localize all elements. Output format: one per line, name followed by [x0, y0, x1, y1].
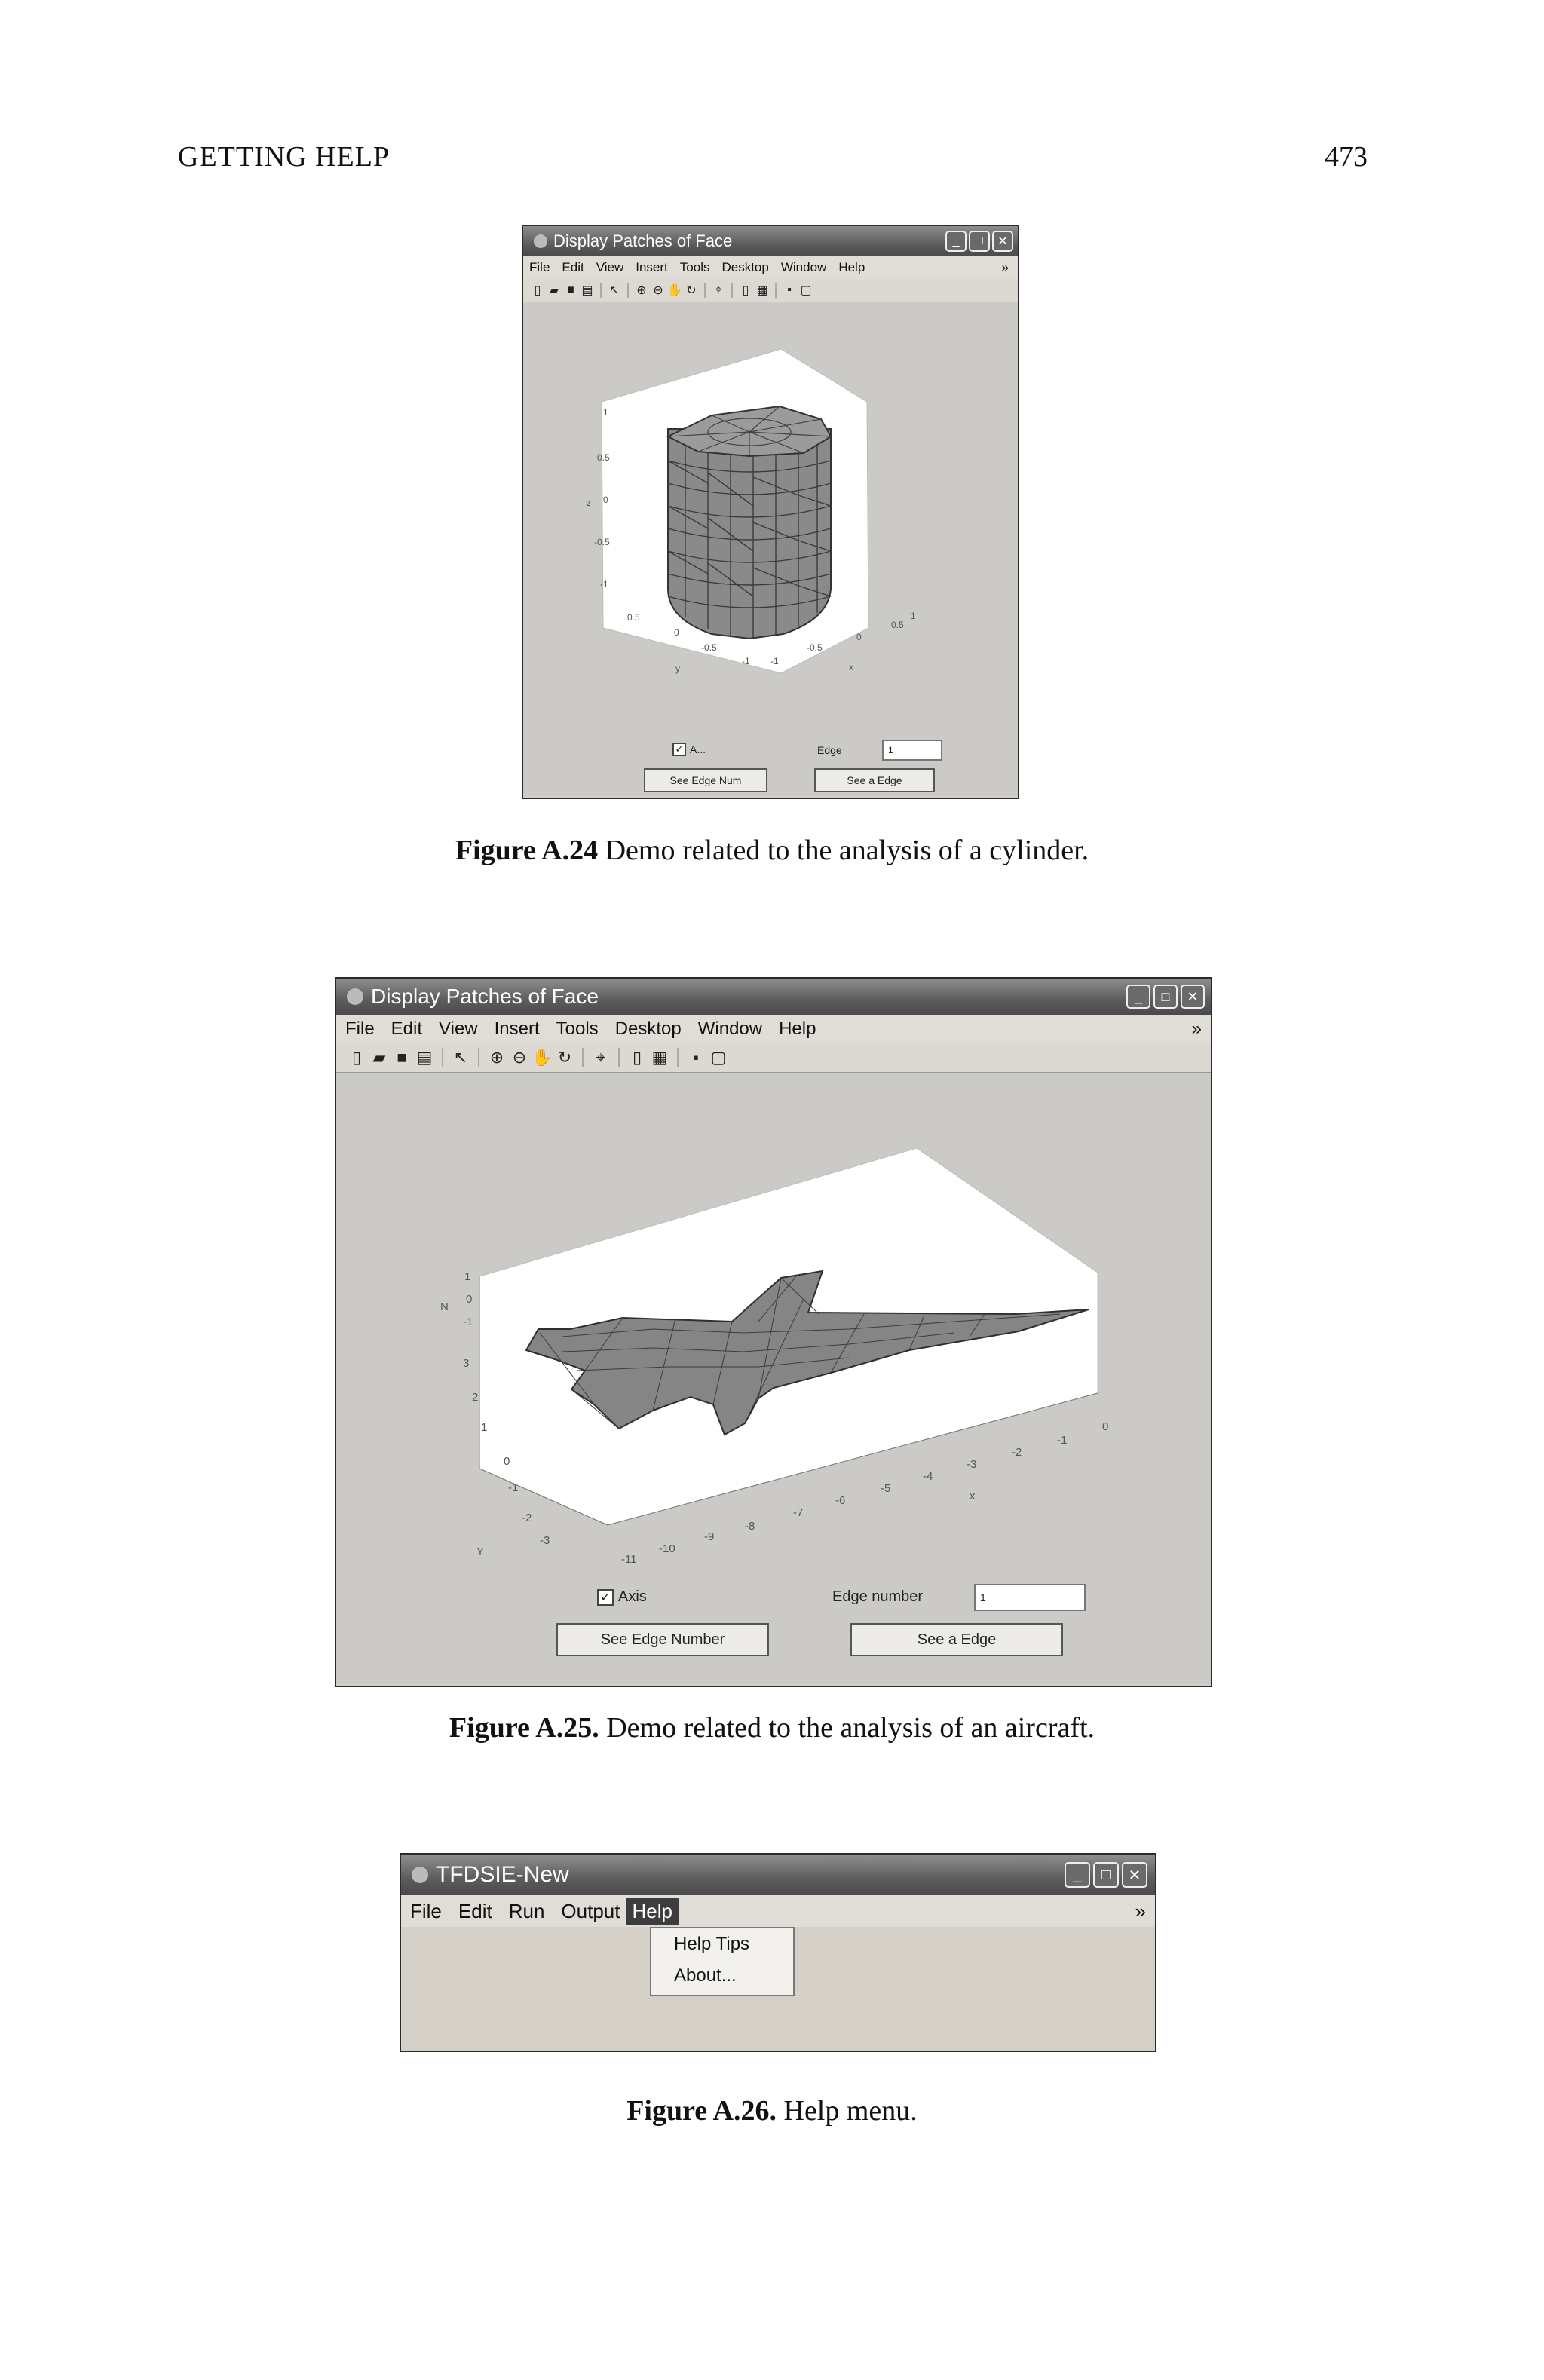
minimize-icon[interactable]: _: [945, 231, 967, 252]
x-tick: -0.5: [807, 642, 823, 653]
plot-area: [336, 1073, 1211, 1684]
menu-desktop[interactable]: Desktop: [721, 260, 769, 274]
y-axis-label: y: [676, 663, 680, 674]
arrow-pointer-icon[interactable]: ↖: [609, 284, 620, 297]
caption-label: Figure A.24: [455, 835, 599, 866]
maximize-icon[interactable]: □: [1153, 985, 1178, 1009]
close-icon[interactable]: ✕: [1181, 985, 1205, 1009]
z-tick: -0.5: [594, 537, 610, 547]
menu-help[interactable]: Help: [838, 260, 865, 274]
x-tick: -1: [742, 656, 750, 666]
title-bar: [401, 1855, 1155, 1895]
y-tick: 1: [481, 1421, 488, 1434]
figure-a26-window: [400, 1853, 1156, 2052]
maximize-icon[interactable]: □: [969, 231, 990, 252]
menu-bar: [523, 256, 1018, 279]
zoom-in-icon[interactable]: ⊕: [489, 1048, 504, 1067]
zoom-out-icon[interactable]: ⊖: [512, 1048, 527, 1067]
menu-file[interactable]: File: [410, 1899, 442, 1922]
open-icon[interactable]: ▰: [372, 1048, 386, 1067]
pan-hand-icon[interactable]: ✋: [532, 1048, 553, 1067]
axis-checkbox-label: Axis: [618, 1588, 647, 1605]
checkbox-checked-icon[interactable]: ✓: [672, 743, 686, 756]
x-tick: -7: [793, 1506, 804, 1519]
x-tick: -1: [1057, 1434, 1068, 1447]
new-file-icon[interactable]: ▯: [351, 1048, 362, 1067]
minimize-icon[interactable]: _: [1126, 985, 1150, 1009]
checkbox-checked-icon[interactable]: ✓: [597, 1589, 614, 1606]
z-tick: 0: [466, 1293, 473, 1306]
y-tick: 3: [463, 1357, 470, 1370]
see-a-edge-button[interactable]: See a Edge: [814, 768, 935, 792]
z-tick: -1: [600, 579, 608, 590]
colorbar-icon[interactable]: ▯: [742, 284, 749, 297]
edge-label: Edge number: [832, 1588, 924, 1605]
menu-tools[interactable]: Tools: [556, 1018, 599, 1039]
x-tick: -3: [967, 1458, 977, 1471]
y-tick: 2: [472, 1391, 479, 1404]
zoom-out-icon[interactable]: ⊖: [653, 284, 663, 297]
hide-plot-tools-icon[interactable]: ▪: [693, 1048, 699, 1067]
edge-label: Edge: [817, 744, 842, 756]
edge-number-input[interactable]: 1: [974, 1584, 1086, 1611]
x-tick: -0.5: [701, 642, 717, 653]
figure-toolbar: [336, 1043, 1211, 1073]
x-tick: 0: [674, 627, 679, 638]
pan-hand-icon[interactable]: ✋: [667, 284, 682, 297]
x-tick: -6: [835, 1494, 846, 1507]
figure-toolbar: [523, 279, 1018, 302]
page-number: 473: [1325, 141, 1368, 173]
menu-window[interactable]: Window: [780, 260, 827, 274]
x-tick: -9: [704, 1530, 715, 1543]
caption-label: Figure A.25.: [449, 1712, 599, 1744]
menu-overflow-icon[interactable]: »: [1001, 260, 1009, 274]
menu-bar: [336, 1015, 1211, 1043]
see-edge-number-button[interactable]: See Edge Num: [644, 768, 767, 792]
z-tick: 1: [603, 407, 608, 418]
close-icon[interactable]: ✕: [992, 231, 1013, 252]
minimize-icon[interactable]: _: [1065, 1862, 1090, 1888]
figure-a24-window: [522, 225, 1019, 799]
menu-edit[interactable]: Edit: [562, 260, 584, 274]
menu-run[interactable]: Run: [508, 1899, 545, 1922]
legend-icon[interactable]: ▦: [756, 284, 768, 297]
menu-view[interactable]: View: [439, 1018, 478, 1039]
colorbar-icon[interactable]: ▯: [632, 1048, 642, 1067]
plot-area: [523, 302, 1018, 796]
print-icon[interactable]: ▤: [581, 284, 593, 297]
title-bar: [336, 979, 1211, 1015]
x-tick: -8: [745, 1520, 755, 1533]
close-icon[interactable]: ✕: [1122, 1862, 1147, 1888]
menu-window[interactable]: Window: [697, 1018, 763, 1039]
save-icon[interactable]: ■: [397, 1048, 407, 1067]
matlab-app-icon: [412, 1867, 428, 1883]
menu-help[interactable]: Help: [779, 1018, 816, 1039]
axis-checkbox-label: A...: [690, 743, 706, 755]
x-tick: 0: [856, 632, 862, 642]
x-tick: 0.5: [627, 612, 640, 623]
x-tick: -4: [923, 1470, 933, 1483]
save-icon[interactable]: ■: [567, 283, 574, 296]
caption-text: Help menu.: [777, 2095, 918, 2127]
show-plot-tools-icon[interactable]: ▢: [710, 1048, 727, 1067]
see-a-edge-button[interactable]: See a Edge: [850, 1623, 1063, 1656]
y-tick: -2: [522, 1512, 532, 1524]
matlab-app-icon: [347, 988, 363, 1005]
maximize-icon[interactable]: □: [1093, 1862, 1119, 1888]
z-tick: 1: [464, 1270, 471, 1283]
caption-text: Demo related to the analysis of an aircraft.: [599, 1712, 1095, 1744]
zoom-in-icon[interactable]: ⊕: [636, 284, 647, 297]
new-file-icon[interactable]: ▯: [534, 284, 541, 297]
x-tick: 0.5: [891, 620, 904, 630]
axis-checkbox[interactable]: [672, 743, 706, 756]
menu-item-help-tips[interactable]: Help Tips: [674, 1934, 750, 1954]
menu-overflow-icon[interactable]: »: [1135, 1899, 1146, 1922]
x-axis-label: x: [849, 662, 853, 672]
menu-insert[interactable]: Insert: [636, 260, 668, 274]
data-cursor-icon[interactable]: ⌖: [596, 1048, 606, 1067]
window-title: Display Patches of Face: [553, 231, 733, 250]
menu-bar: [401, 1895, 1155, 1927]
menu-item-about[interactable]: About...: [674, 1965, 737, 1986]
z-axis-label: N: [440, 1300, 449, 1313]
menu-desktop[interactable]: Desktop: [614, 1018, 682, 1039]
caption-label: Figure A.26.: [626, 2095, 777, 2127]
menu-output[interactable]: Output: [561, 1899, 620, 1922]
edge-number-input[interactable]: 1: [882, 740, 942, 761]
menu-file[interactable]: File: [529, 260, 550, 274]
axis-checkbox[interactable]: [597, 1588, 647, 1606]
figure-a26-caption: [0, 2094, 1544, 2127]
z-tick: -1: [463, 1316, 473, 1328]
caption-text: Demo related to the analysis of a cylinder.: [598, 835, 1089, 866]
hide-plot-tools-icon[interactable]: ▪: [787, 283, 792, 296]
figure-a25-caption: [0, 1711, 1544, 1744]
x-tick: -10: [659, 1542, 676, 1555]
z-tick: 0.5: [597, 452, 610, 463]
figure-a25-window: [335, 977, 1212, 1687]
rotate-3d-icon[interactable]: ↻: [686, 284, 697, 297]
menu-edit[interactable]: Edit: [391, 1018, 423, 1039]
menu-file[interactable]: File: [345, 1018, 375, 1039]
menu-help[interactable]: Help: [626, 1898, 678, 1925]
data-cursor-icon[interactable]: ⌖: [715, 283, 722, 296]
y-tick: -3: [540, 1534, 550, 1547]
show-plot-tools-icon[interactable]: ▢: [800, 284, 812, 297]
window-title: TFDSIE-New: [436, 1862, 569, 1887]
y-tick: -1: [508, 1481, 519, 1494]
z-axis-label: z: [587, 498, 591, 508]
open-icon[interactable]: ▰: [549, 284, 559, 297]
window-title: Display Patches of Face: [371, 985, 599, 1008]
running-head-title: GETTING HELP: [178, 141, 391, 173]
title-bar: [523, 226, 1018, 256]
matlab-app-icon: [534, 234, 547, 248]
x-tick: 1: [911, 611, 916, 621]
help-dropdown-menu: [650, 1927, 795, 1996]
menu-tools[interactable]: Tools: [679, 260, 710, 274]
menu-insert[interactable]: Insert: [494, 1018, 540, 1039]
y-axis-label: Y: [476, 1545, 485, 1558]
x-axis-label: x: [970, 1490, 976, 1502]
legend-icon[interactable]: ▦: [651, 1048, 668, 1067]
menu-view[interactable]: View: [596, 260, 624, 274]
x-tick: 0: [1102, 1420, 1109, 1433]
x-tick: -1: [770, 656, 779, 666]
cylinder-axes[interactable]: [523, 302, 1015, 796]
see-edge-number-button[interactable]: See Edge Number: [556, 1623, 769, 1656]
x-tick: -11: [621, 1553, 637, 1566]
menu-overflow-icon[interactable]: »: [1191, 1018, 1202, 1039]
running-head: [178, 140, 1368, 178]
rotate-3d-icon[interactable]: ↻: [557, 1048, 572, 1067]
y-tick: 0: [504, 1455, 510, 1468]
print-icon[interactable]: ▤: [416, 1048, 433, 1067]
arrow-pointer-icon[interactable]: ↖: [453, 1048, 468, 1067]
figure-a24-caption: [0, 834, 1544, 867]
x-tick: -5: [881, 1482, 891, 1495]
menu-edit[interactable]: Edit: [458, 1899, 492, 1922]
x-tick: -2: [1012, 1446, 1022, 1459]
z-tick: 0: [603, 495, 608, 505]
